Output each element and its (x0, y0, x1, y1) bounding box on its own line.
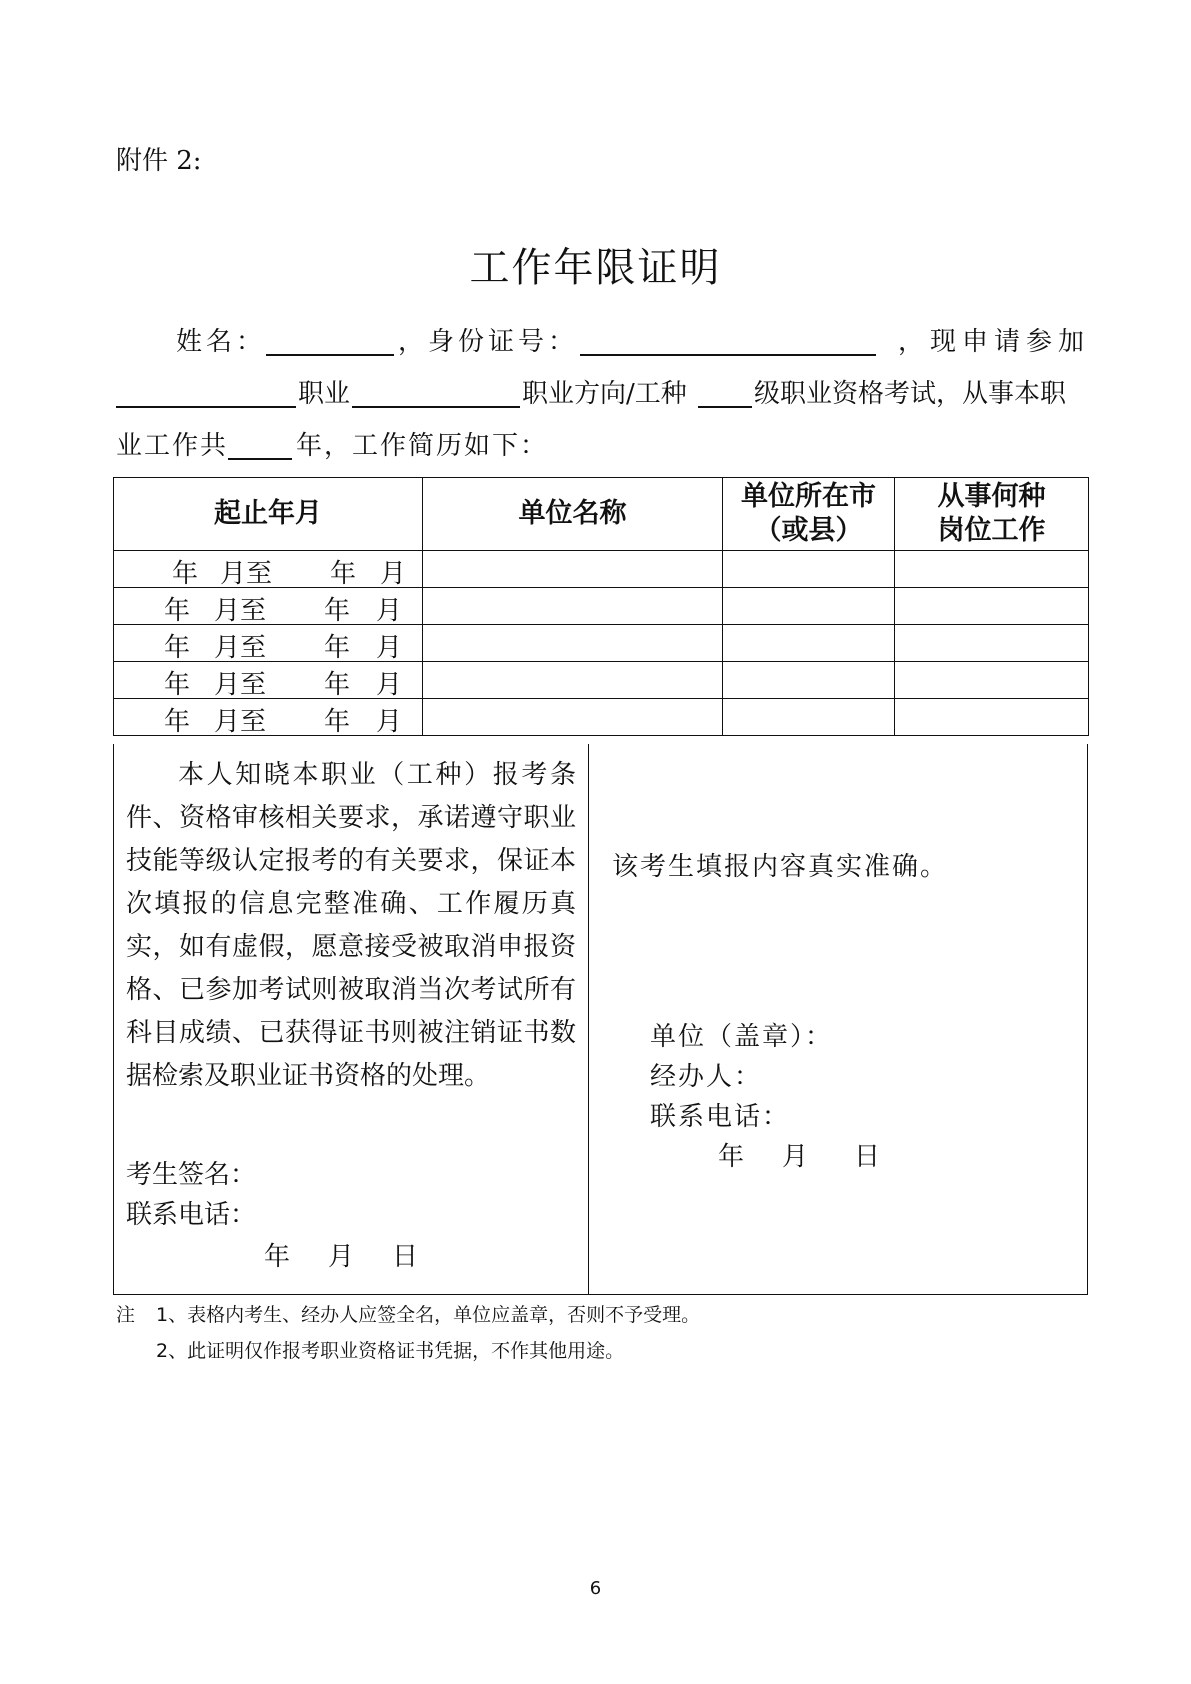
candidate-month: 月 (328, 1242, 355, 1272)
level-label: 级职业资格考试，从事本职 (754, 379, 1067, 409)
unit-day: 日 (854, 1142, 881, 1172)
job-cell[interactable] (895, 662, 1089, 699)
table-row (114, 625, 1089, 662)
declaration-text: 本人知晓本职业（工种）报考条件、资格审核相关要求，承诺遵守职业技能等级认定报考的有关要求，保证本次填报的信息完整准确、工作履历真实，如有虚假，愿意接受被取消申报资格、已参加考试则被取消当次考试所有科目成绩、已获得证书则被注销证书数据检索及职业证书资格的处理。 (126, 760, 576, 1091)
city-cell[interactable] (723, 625, 895, 662)
header-period: 起止年月 (114, 478, 423, 551)
month-to-label: 月至 (214, 670, 267, 700)
month-label: 月 (376, 596, 403, 626)
header-job (895, 478, 1089, 551)
header-city-line2: （或县） (754, 515, 863, 546)
work-years-blank[interactable] (228, 428, 292, 460)
direction-label: 职业方向/工种 (522, 379, 687, 409)
occupation-blank[interactable] (116, 376, 296, 408)
occupation-label: 职业 (298, 379, 351, 409)
intro-line-2 (116, 374, 1084, 414)
month-label: 月 (376, 670, 403, 700)
month-to-label: 月至 (220, 559, 273, 589)
candidate-year: 年 (264, 1242, 291, 1272)
month-to-label: 月至 (214, 596, 267, 626)
month-to-label: 月至 (214, 633, 267, 663)
intro-line-3 (116, 426, 1084, 466)
header-job-line1: 从事何种 (937, 481, 1046, 512)
job-cell[interactable] (895, 699, 1089, 736)
unit-year: 年 (718, 1142, 745, 1172)
year-label: 年 (172, 559, 199, 589)
work-years-suffix: 年，工作简历如下： (296, 431, 549, 461)
month-label: 月 (380, 559, 407, 589)
intro-line-1 (116, 322, 1091, 362)
year-label: 年 (324, 633, 351, 663)
candidate-declaration (126, 754, 576, 1098)
work-years-prefix: 业工作共 (116, 431, 229, 461)
direction-blank[interactable] (352, 376, 520, 408)
section-divider (588, 744, 589, 1294)
city-cell[interactable] (723, 662, 895, 699)
note-prefix: 注 (116, 1304, 136, 1326)
month-to-label: 月至 (214, 707, 267, 737)
unit-handler-label: 经办人： (650, 1062, 763, 1092)
table-header-row (114, 478, 1089, 551)
table-row (114, 588, 1089, 625)
year-label: 年 (164, 670, 191, 700)
document-title: 工作年限证明 (469, 245, 722, 291)
unit-statement: 该考生填报内容真实准确。 (612, 852, 949, 882)
unit-name-cell[interactable] (423, 662, 723, 699)
year-label: 年 (330, 559, 357, 589)
year-label: 年 (164, 633, 191, 663)
year-label: 年 (324, 596, 351, 626)
note-1: 1、表格内考生、经办人应签全名，单位应盖章，否则不予受理。 (156, 1304, 701, 1326)
year-label: 年 (324, 707, 351, 737)
table-row (114, 699, 1089, 736)
attachment-label: 附件 2: (116, 146, 202, 176)
unit-month: 月 (782, 1142, 809, 1172)
declaration-section (113, 744, 1088, 1295)
unit-name-cell[interactable] (423, 625, 723, 662)
candidate-day: 日 (392, 1242, 419, 1272)
unit-name-cell[interactable] (423, 699, 723, 736)
year-label: 年 (164, 596, 191, 626)
month-label: 月 (376, 707, 403, 737)
job-cell[interactable] (895, 625, 1089, 662)
city-cell[interactable] (723, 551, 895, 588)
note-2: 2、此证明仅作报考职业资格证书凭据，不作其他用途。 (156, 1340, 625, 1362)
header-city-line1: 单位所在市 (741, 481, 876, 512)
job-cell[interactable] (895, 551, 1089, 588)
work-history-table (113, 477, 1089, 736)
table-row (114, 551, 1089, 588)
unit-phone-label: 联系电话： (650, 1102, 791, 1132)
year-label: 年 (324, 670, 351, 700)
table-row (114, 662, 1089, 699)
name-blank[interactable] (266, 324, 394, 356)
month-label: 月 (376, 633, 403, 663)
apply-label: ，现申请参加 (898, 327, 1091, 357)
header-job-line2: 岗位工作 (937, 515, 1046, 546)
period-cell[interactable] (114, 588, 423, 625)
page-number: 6 (589, 1578, 602, 1599)
unit-name-cell[interactable] (423, 588, 723, 625)
candidate-signature-label: 考生签名： (126, 1160, 257, 1190)
city-cell[interactable] (723, 588, 895, 625)
unit-stamp-label: 单位（盖章）： (650, 1022, 834, 1052)
period-cell[interactable] (114, 662, 423, 699)
city-cell[interactable] (723, 699, 895, 736)
candidate-phone-label: 联系电话： (126, 1200, 257, 1230)
header-unit-name: 单位名称 (423, 478, 723, 551)
name-label: 姓名： (176, 327, 267, 357)
period-cell[interactable] (114, 551, 423, 588)
id-number-blank[interactable] (580, 324, 876, 356)
year-label: 年 (164, 707, 191, 737)
period-cell[interactable] (114, 699, 423, 736)
level-blank[interactable] (698, 376, 752, 408)
job-cell[interactable] (895, 588, 1089, 625)
id-label: ，身份证号： (398, 327, 579, 357)
header-city (723, 478, 895, 551)
unit-name-cell[interactable] (423, 551, 723, 588)
period-cell[interactable] (114, 625, 423, 662)
